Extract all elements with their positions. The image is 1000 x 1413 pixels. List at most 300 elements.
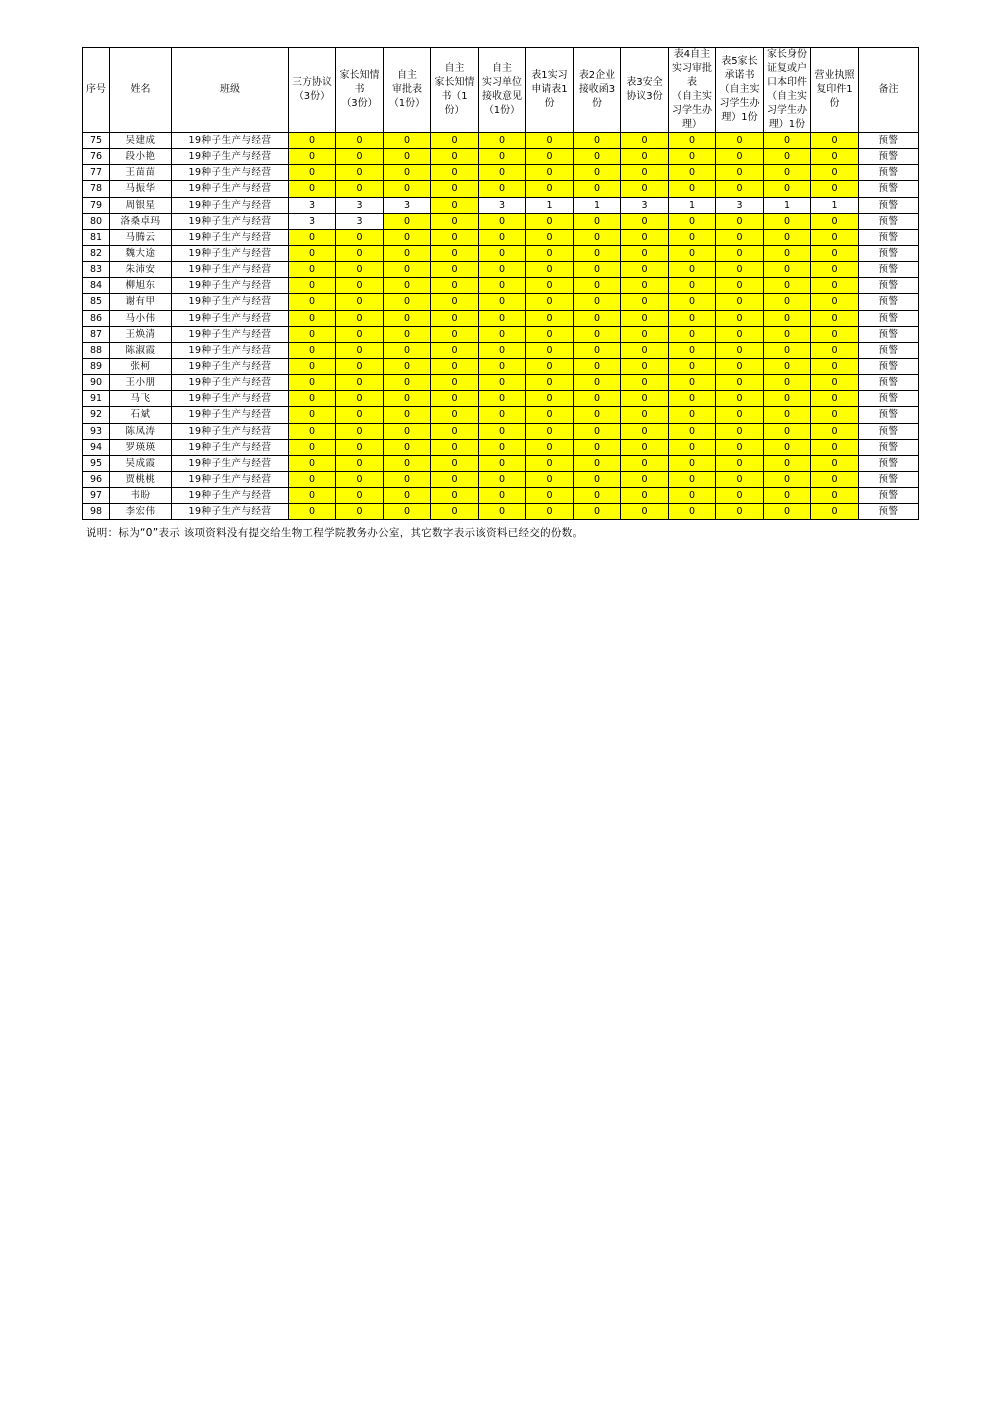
count-cell: 0 xyxy=(384,358,431,374)
header-form2: 表2企业 接收函3 份 xyxy=(574,48,621,133)
class-name: 19种子生产与经营 xyxy=(172,262,289,278)
class-name: 19种子生产与经营 xyxy=(172,407,289,423)
count-cell: 0 xyxy=(764,310,811,326)
class-name: 19种子生产与经营 xyxy=(172,294,289,310)
count-cell: 0 xyxy=(621,504,669,520)
student-name: 马振华 xyxy=(110,181,172,197)
count-cell: 0 xyxy=(384,229,431,245)
row-number: 76 xyxy=(83,149,110,165)
count-cell: 3 xyxy=(479,197,526,213)
count-cell: 0 xyxy=(431,423,479,439)
count-cell: 0 xyxy=(621,407,669,423)
count-cell: 0 xyxy=(621,391,669,407)
count-cell: 0 xyxy=(431,358,479,374)
count-cell: 3 xyxy=(289,213,336,229)
count-cell: 0 xyxy=(289,375,336,391)
remark-cell: 预警 xyxy=(859,439,919,455)
count-cell: 0 xyxy=(716,262,764,278)
count-cell: 0 xyxy=(526,165,574,181)
count-cell: 0 xyxy=(479,342,526,358)
count-cell: 0 xyxy=(716,488,764,504)
count-cell: 3 xyxy=(384,197,431,213)
footnote: 说明：标为“0”表示 该项资料没有提交给生物工程学院教务办公室，其它数字表示该资料已经交的份数。 xyxy=(86,527,584,539)
count-cell: 0 xyxy=(336,133,384,149)
class-name: 19种子生产与经营 xyxy=(172,326,289,342)
count-cell: 0 xyxy=(526,423,574,439)
count-cell: 0 xyxy=(669,407,716,423)
count-cell: 0 xyxy=(336,471,384,487)
row-number: 85 xyxy=(83,294,110,310)
count-cell: 0 xyxy=(574,278,621,294)
count-cell: 0 xyxy=(574,455,621,471)
count-cell: 0 xyxy=(716,310,764,326)
count-cell: 0 xyxy=(384,213,431,229)
student-name: 王焕清 xyxy=(110,326,172,342)
count-cell: 0 xyxy=(384,278,431,294)
count-cell: 1 xyxy=(764,197,811,213)
count-cell: 0 xyxy=(574,391,621,407)
row-number: 95 xyxy=(83,455,110,471)
count-cell: 0 xyxy=(479,181,526,197)
count-cell: 0 xyxy=(716,149,764,165)
count-cell: 0 xyxy=(431,278,479,294)
count-cell: 0 xyxy=(669,391,716,407)
count-cell: 0 xyxy=(289,407,336,423)
count-cell: 0 xyxy=(479,423,526,439)
count-cell: 0 xyxy=(764,455,811,471)
count-cell: 0 xyxy=(526,504,574,520)
header-form5: 表5家长 承诺书 （自主实 习学生办 理）1份 xyxy=(716,48,764,133)
count-cell: 0 xyxy=(526,229,574,245)
student-name: 魏大途 xyxy=(110,245,172,261)
row-number: 77 xyxy=(83,165,110,181)
count-cell: 0 xyxy=(289,391,336,407)
count-cell: 0 xyxy=(526,181,574,197)
count-cell: 0 xyxy=(384,391,431,407)
count-cell: 0 xyxy=(811,455,859,471)
remark-cell: 预警 xyxy=(859,245,919,261)
student-name: 吴成霞 xyxy=(110,455,172,471)
count-cell: 0 xyxy=(479,278,526,294)
count-cell: 0 xyxy=(574,342,621,358)
count-cell: 0 xyxy=(669,358,716,374)
count-cell: 0 xyxy=(716,407,764,423)
header-row xyxy=(83,48,919,133)
remark-cell: 预警 xyxy=(859,407,919,423)
header-class: 班级 xyxy=(172,48,289,133)
count-cell: 0 xyxy=(764,181,811,197)
count-cell: 0 xyxy=(764,504,811,520)
remark-cell: 预警 xyxy=(859,375,919,391)
table-row xyxy=(83,342,919,358)
count-cell: 0 xyxy=(574,165,621,181)
student-name: 王苗苗 xyxy=(110,165,172,181)
count-cell: 0 xyxy=(431,262,479,278)
count-cell: 0 xyxy=(811,358,859,374)
class-name: 19种子生产与经营 xyxy=(172,181,289,197)
count-cell: 0 xyxy=(764,245,811,261)
row-number: 78 xyxy=(83,181,110,197)
count-cell: 0 xyxy=(336,407,384,423)
remark-cell: 预警 xyxy=(859,310,919,326)
count-cell: 0 xyxy=(526,245,574,261)
student-name: 王小朋 xyxy=(110,375,172,391)
table-row xyxy=(83,213,919,229)
count-cell: 0 xyxy=(574,181,621,197)
student-name: 陈淑霞 xyxy=(110,342,172,358)
count-cell: 3 xyxy=(621,197,669,213)
row-number: 93 xyxy=(83,423,110,439)
class-name: 19种子生产与经营 xyxy=(172,133,289,149)
count-cell: 0 xyxy=(431,245,479,261)
student-name: 周银星 xyxy=(110,197,172,213)
count-cell: 0 xyxy=(811,439,859,455)
count-cell: 0 xyxy=(764,358,811,374)
student-name: 马飞 xyxy=(110,391,172,407)
count-cell: 0 xyxy=(336,358,384,374)
count-cell: 0 xyxy=(479,439,526,455)
count-cell: 0 xyxy=(574,229,621,245)
count-cell: 0 xyxy=(574,326,621,342)
remark-cell: 预警 xyxy=(859,391,919,407)
count-cell: 0 xyxy=(384,375,431,391)
count-cell: 1 xyxy=(574,197,621,213)
class-name: 19种子生产与经营 xyxy=(172,504,289,520)
count-cell: 0 xyxy=(716,504,764,520)
count-cell: 0 xyxy=(289,504,336,520)
class-name: 19种子生产与经营 xyxy=(172,455,289,471)
count-cell: 0 xyxy=(431,439,479,455)
count-cell: 0 xyxy=(384,245,431,261)
count-cell: 0 xyxy=(669,213,716,229)
count-cell: 0 xyxy=(431,165,479,181)
count-cell: 0 xyxy=(621,439,669,455)
remark-cell: 预警 xyxy=(859,181,919,197)
count-cell: 0 xyxy=(431,294,479,310)
count-cell: 0 xyxy=(479,133,526,149)
count-cell: 0 xyxy=(574,245,621,261)
count-cell: 0 xyxy=(431,149,479,165)
count-cell: 0 xyxy=(764,213,811,229)
count-cell: 0 xyxy=(479,294,526,310)
count-cell: 0 xyxy=(526,391,574,407)
class-name: 19种子生产与经营 xyxy=(172,423,289,439)
count-cell: 0 xyxy=(526,407,574,423)
count-cell: 0 xyxy=(716,342,764,358)
row-number: 84 xyxy=(83,278,110,294)
count-cell: 0 xyxy=(384,342,431,358)
count-cell: 0 xyxy=(526,375,574,391)
count-cell: 0 xyxy=(574,310,621,326)
count-cell: 0 xyxy=(669,165,716,181)
count-cell: 0 xyxy=(621,262,669,278)
table-row xyxy=(83,310,919,326)
student-name: 谢有甲 xyxy=(110,294,172,310)
class-name: 19种子生产与经营 xyxy=(172,165,289,181)
count-cell: 0 xyxy=(764,423,811,439)
class-name: 19种子生产与经营 xyxy=(172,310,289,326)
count-cell: 0 xyxy=(764,229,811,245)
count-cell: 0 xyxy=(621,213,669,229)
header-tripartite-agreement: 三方协议 （3份） xyxy=(289,48,336,133)
count-cell: 0 xyxy=(574,294,621,310)
header-form3: 表3安全 协议3份 xyxy=(621,48,669,133)
count-cell: 0 xyxy=(289,181,336,197)
row-number: 96 xyxy=(83,471,110,487)
table-row xyxy=(83,407,919,423)
count-cell: 0 xyxy=(716,358,764,374)
header-remarks: 备注 xyxy=(859,48,919,133)
row-number: 88 xyxy=(83,342,110,358)
student-name: 段小艳 xyxy=(110,149,172,165)
count-cell: 0 xyxy=(384,326,431,342)
count-cell: 0 xyxy=(716,294,764,310)
table-row xyxy=(83,181,919,197)
count-cell: 0 xyxy=(811,326,859,342)
table-row xyxy=(83,149,919,165)
count-cell: 0 xyxy=(431,391,479,407)
count-cell: 1 xyxy=(811,197,859,213)
count-cell: 0 xyxy=(811,229,859,245)
count-cell: 0 xyxy=(716,213,764,229)
count-cell: 0 xyxy=(336,391,384,407)
header-parent-consent: 家长知情 书 （3份） xyxy=(336,48,384,133)
header-no: 序号 xyxy=(83,48,110,133)
row-number: 80 xyxy=(83,213,110,229)
remark-cell: 预警 xyxy=(859,455,919,471)
count-cell: 0 xyxy=(479,391,526,407)
count-cell: 0 xyxy=(621,471,669,487)
count-cell: 0 xyxy=(669,133,716,149)
row-number: 91 xyxy=(83,391,110,407)
count-cell: 0 xyxy=(479,165,526,181)
count-cell: 0 xyxy=(811,213,859,229)
count-cell: 0 xyxy=(526,342,574,358)
count-cell: 0 xyxy=(526,310,574,326)
count-cell: 0 xyxy=(479,326,526,342)
count-cell: 0 xyxy=(479,455,526,471)
row-number: 98 xyxy=(83,504,110,520)
row-number: 90 xyxy=(83,375,110,391)
class-name: 19种子生产与经营 xyxy=(172,229,289,245)
count-cell: 0 xyxy=(479,245,526,261)
count-cell: 0 xyxy=(621,165,669,181)
class-name: 19种子生产与经营 xyxy=(172,149,289,165)
count-cell: 0 xyxy=(431,471,479,487)
count-cell: 0 xyxy=(479,471,526,487)
class-name: 19种子生产与经营 xyxy=(172,213,289,229)
count-cell: 0 xyxy=(716,133,764,149)
count-cell: 0 xyxy=(811,310,859,326)
count-cell: 0 xyxy=(574,262,621,278)
count-cell: 0 xyxy=(669,455,716,471)
row-number: 89 xyxy=(83,358,110,374)
count-cell: 0 xyxy=(289,278,336,294)
count-cell: 0 xyxy=(336,149,384,165)
count-cell: 0 xyxy=(336,278,384,294)
count-cell: 0 xyxy=(764,262,811,278)
count-cell: 0 xyxy=(621,488,669,504)
class-name: 19种子生产与经营 xyxy=(172,488,289,504)
count-cell: 0 xyxy=(716,245,764,261)
class-name: 19种子生产与经营 xyxy=(172,471,289,487)
count-cell: 0 xyxy=(289,310,336,326)
table-row xyxy=(83,262,919,278)
count-cell: 0 xyxy=(811,133,859,149)
count-cell: 1 xyxy=(526,197,574,213)
count-cell: 0 xyxy=(764,439,811,455)
row-number: 92 xyxy=(83,407,110,423)
count-cell: 0 xyxy=(811,262,859,278)
count-cell: 0 xyxy=(336,455,384,471)
count-cell: 0 xyxy=(669,310,716,326)
remark-cell: 预警 xyxy=(859,471,919,487)
count-cell: 0 xyxy=(621,245,669,261)
count-cell: 0 xyxy=(621,375,669,391)
student-name: 陈凤涛 xyxy=(110,423,172,439)
count-cell: 0 xyxy=(336,375,384,391)
student-name: 朱沛安 xyxy=(110,262,172,278)
count-cell: 0 xyxy=(526,294,574,310)
count-cell: 0 xyxy=(336,262,384,278)
row-number: 83 xyxy=(83,262,110,278)
count-cell: 0 xyxy=(479,407,526,423)
table-row xyxy=(83,326,919,342)
table-row xyxy=(83,245,919,261)
count-cell: 0 xyxy=(621,326,669,342)
count-cell: 0 xyxy=(336,423,384,439)
count-cell: 0 xyxy=(289,423,336,439)
count-cell: 0 xyxy=(289,471,336,487)
student-name: 马腾云 xyxy=(110,229,172,245)
count-cell: 0 xyxy=(811,391,859,407)
count-cell: 0 xyxy=(669,471,716,487)
student-name: 马小伟 xyxy=(110,310,172,326)
count-cell: 0 xyxy=(431,407,479,423)
count-cell: 0 xyxy=(764,488,811,504)
remark-cell: 预警 xyxy=(859,229,919,245)
count-cell: 0 xyxy=(716,455,764,471)
count-cell: 0 xyxy=(431,455,479,471)
count-cell: 0 xyxy=(526,358,574,374)
row-number: 97 xyxy=(83,488,110,504)
count-cell: 0 xyxy=(431,310,479,326)
count-cell: 0 xyxy=(384,181,431,197)
table-row xyxy=(83,391,919,407)
count-cell: 0 xyxy=(764,342,811,358)
student-name: 韦盼 xyxy=(110,488,172,504)
count-cell: 0 xyxy=(384,439,431,455)
count-cell: 0 xyxy=(384,488,431,504)
remark-cell: 预警 xyxy=(859,149,919,165)
count-cell: 0 xyxy=(621,149,669,165)
count-cell: 0 xyxy=(811,423,859,439)
student-name: 石斌 xyxy=(110,407,172,423)
count-cell: 0 xyxy=(336,342,384,358)
remark-cell: 预警 xyxy=(859,213,919,229)
table-row xyxy=(83,278,919,294)
count-cell: 0 xyxy=(431,504,479,520)
student-name: 贾桃桃 xyxy=(110,471,172,487)
count-cell: 0 xyxy=(574,488,621,504)
count-cell: 0 xyxy=(336,439,384,455)
count-cell: 0 xyxy=(336,310,384,326)
count-cell: 0 xyxy=(621,229,669,245)
count-cell: 0 xyxy=(289,326,336,342)
count-cell: 0 xyxy=(621,358,669,374)
count-cell: 0 xyxy=(384,455,431,471)
remark-cell: 预警 xyxy=(859,358,919,374)
count-cell: 1 xyxy=(669,197,716,213)
header-parent-id: 家长身份 证复或户 口本印件 （自主实 习学生办 理）1份 xyxy=(764,48,811,133)
count-cell: 0 xyxy=(384,149,431,165)
table-row xyxy=(83,358,919,374)
student-name: 罗瑛瑛 xyxy=(110,439,172,455)
count-cell: 0 xyxy=(336,181,384,197)
remark-cell: 预警 xyxy=(859,326,919,342)
count-cell: 0 xyxy=(336,245,384,261)
table-row xyxy=(83,133,919,149)
row-number: 86 xyxy=(83,310,110,326)
count-cell: 0 xyxy=(289,294,336,310)
count-cell: 0 xyxy=(574,439,621,455)
count-cell: 0 xyxy=(621,294,669,310)
count-cell: 0 xyxy=(431,133,479,149)
count-cell: 0 xyxy=(811,165,859,181)
table-row xyxy=(83,197,919,213)
header-self-parent-consent: 自主 家长知情 书（1 份） xyxy=(431,48,479,133)
student-name: 柳旭东 xyxy=(110,278,172,294)
count-cell: 0 xyxy=(764,165,811,181)
table-row xyxy=(83,455,919,471)
table-row xyxy=(83,504,919,520)
count-cell: 0 xyxy=(384,262,431,278)
remark-cell: 预警 xyxy=(859,423,919,439)
remark-cell: 预警 xyxy=(859,262,919,278)
count-cell: 0 xyxy=(289,133,336,149)
count-cell: 0 xyxy=(574,133,621,149)
count-cell: 0 xyxy=(289,439,336,455)
table-row xyxy=(83,423,919,439)
count-cell: 0 xyxy=(289,358,336,374)
count-cell: 0 xyxy=(716,229,764,245)
remark-cell: 预警 xyxy=(859,133,919,149)
remark-cell: 预警 xyxy=(859,294,919,310)
count-cell: 0 xyxy=(526,455,574,471)
count-cell: 0 xyxy=(526,149,574,165)
count-cell: 0 xyxy=(669,342,716,358)
count-cell: 0 xyxy=(621,455,669,471)
count-cell: 0 xyxy=(669,149,716,165)
count-cell: 0 xyxy=(384,133,431,149)
count-cell: 0 xyxy=(811,245,859,261)
row-number: 94 xyxy=(83,439,110,455)
count-cell: 0 xyxy=(716,278,764,294)
count-cell: 0 xyxy=(764,149,811,165)
count-cell: 0 xyxy=(574,423,621,439)
count-cell: 0 xyxy=(669,326,716,342)
count-cell: 0 xyxy=(764,294,811,310)
count-cell: 0 xyxy=(336,488,384,504)
count-cell: 0 xyxy=(669,181,716,197)
count-cell: 0 xyxy=(574,504,621,520)
remark-cell: 预警 xyxy=(859,278,919,294)
row-number: 81 xyxy=(83,229,110,245)
count-cell: 0 xyxy=(716,423,764,439)
count-cell: 0 xyxy=(764,391,811,407)
count-cell: 0 xyxy=(289,488,336,504)
count-cell: 0 xyxy=(574,213,621,229)
